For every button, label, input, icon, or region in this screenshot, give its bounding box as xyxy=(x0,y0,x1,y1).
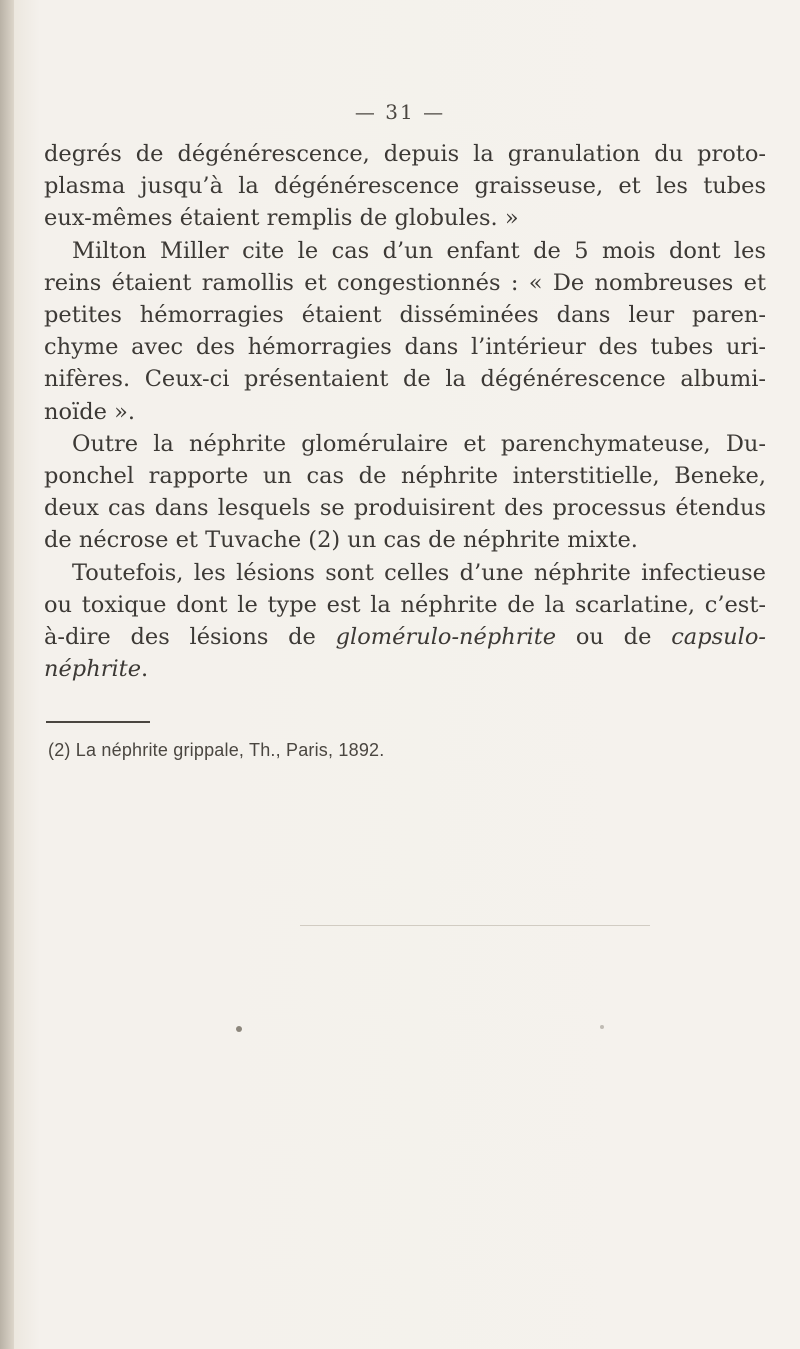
paper-speck xyxy=(236,1026,242,1032)
italic-term-glomerulo-nephrite: glomérulo-néphrite xyxy=(335,624,557,651)
text-line: petites hémorragies étaient disséminées dans leur paren- xyxy=(44,302,766,329)
text-segment: . xyxy=(141,656,149,683)
paper-speck xyxy=(600,1025,604,1029)
text-line: deux cas dans lesquels se produisirent des processus étendus xyxy=(44,495,766,522)
text-line: eux-mêmes étaient remplis de globules. » xyxy=(44,205,519,232)
text-line-with-italics xyxy=(44,621,766,653)
text-line: reins étaient ramollis et congestionnés : « De nombreuses et xyxy=(44,269,766,296)
italic-term-capsulo-part2: néphrite xyxy=(44,656,142,683)
text-line: noïde ». xyxy=(44,398,136,425)
text-line: Milton Miller cite le cas d’un enfant de 5 mois dont les xyxy=(72,237,766,264)
text-line: ponchel rapporte un cas de néphrite interstitielle, Beneke, xyxy=(44,463,766,490)
italic-term-capsulo-part1: capsulo- xyxy=(671,624,766,651)
text-line: nifères. Ceux-ci présentaient de la dégénérescence albumi- xyxy=(44,366,766,393)
text-line-with-italics xyxy=(44,653,766,685)
text-line: ou toxique dont le type est la néphrite de la scarlatine, c’est- xyxy=(44,591,766,618)
text-line: plasma jusqu’à la dégénérescence graisseuse, et les tubes xyxy=(44,173,766,200)
show-through-line xyxy=(300,925,650,926)
page-number: — 31 — xyxy=(354,100,446,124)
body-text xyxy=(44,138,766,685)
text-line: Outre la néphrite glomérulaire et parenchymateuse, Du- xyxy=(72,430,766,457)
text-segment: à-dire des lésions de xyxy=(44,624,336,651)
text-line: Toutefois, les lésions sont celles d’une néphrite infectieuse xyxy=(72,559,766,586)
text-line: chyme avec des hémorragies dans l’intérieur des tubes uri- xyxy=(44,334,766,361)
binding-edge xyxy=(0,0,14,1349)
text-segment: ou de xyxy=(556,624,672,651)
footnote: (2) La néphrite grippale, Th., Paris, 1892. xyxy=(48,740,385,760)
footnote-rule xyxy=(46,721,150,723)
text-line: degrés de dégénérescence, depuis la granulation du proto- xyxy=(44,141,766,167)
text-line: de nécrose et Tuvache (2) un cas de néphrite mixte. xyxy=(44,527,638,554)
